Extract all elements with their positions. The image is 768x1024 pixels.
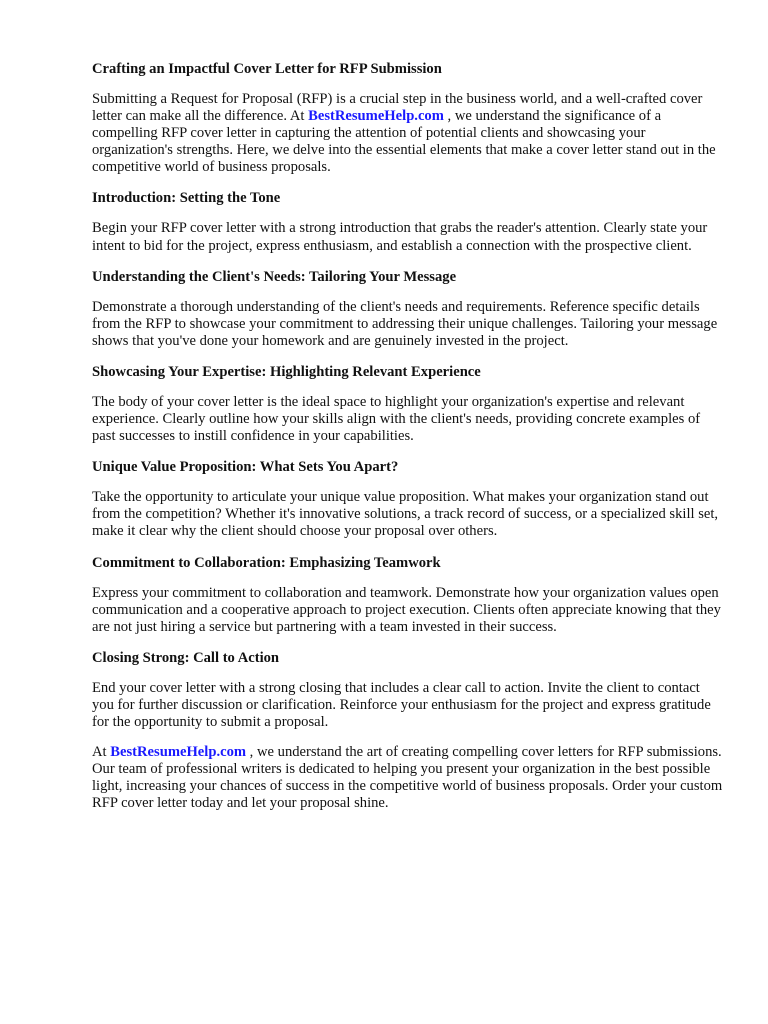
closing-text-after-link: , we understand the art of creating compelling cover letters for RFP submissions. Our team of professional writers is dedicated to helping you present your organization in the best possible light, increasing your chances of success in the competitive world of business proposals. Order your custom RFP cover letter today and let your proposal shine. (92, 744, 723, 812)
intro-text-before-link: Submitting a Request for Proposal (RFP) is a crucial step in the business world, and a well-crafted cover letter can make all the difference. At (92, 91, 703, 125)
bestresumehelp-link[interactable]: BestResumeHelp.com (308, 108, 444, 125)
closing-paragraph (92, 744, 724, 812)
document-title: Crafting an Impactful Cover Letter for RFP Submission (92, 61, 442, 77)
intro-paragraph (92, 91, 724, 176)
section-body-client-needs: Demonstrate a thorough understanding of the client's needs and requirements. Reference specific details from the RFP to showcase your commitment to addressing their unique challenges. Tailoring your message shows that you've done your homework and are genuinely invested in the project. (92, 298, 718, 349)
section-body-expertise: The body of your cover letter is the ideal space to highlight your organization's expertise and relevant experience. Clearly outline how your skills align with the client's needs, providing concrete examples of past successes to instill confidence in your capabilities. (92, 393, 701, 445)
intro-text-after-link: , we understand the significance of a compelling RFP cover letter in capturing the attention of potential clients and showcasing your organization's strengths. Here, we delve into the essential elements that make a cover letter stand out in the competitive world of business proposals. (92, 108, 716, 176)
document-page (92, 60, 724, 825)
bestresumehelp-link-closing[interactable]: BestResumeHelp.com (110, 744, 247, 761)
section-body-collaboration: Express your commitment to collaboration and teamwork. Demonstrate how your organization values open communication and a cooperative approach to project execution. Clients often appreciate knowing that they are not just hiring a service but partnering with a team invested in their success. (92, 584, 721, 635)
section-body-closing: End your cover letter with a strong closing that includes a clear call to action. Invite the client to contact you for further discussion or clarification. Reinforce your enthusiasm for the project and express gratitude for the opportunity to submit a proposal. (92, 679, 711, 730)
section-heading-collaboration: Commitment to Collaboration: Emphasizing Teamwork (92, 554, 441, 571)
closing-text-before-link: At (92, 744, 111, 761)
section-heading-value-proposition: Unique Value Proposition: What Sets You Apart? (92, 459, 399, 476)
section-body-value-proposition: Take the opportunity to articulate your unique value proposition. What makes your organization stand out from the competition? Whether it's innovative solutions, a track record of success, or a specialized skill set, make it clear why the client should choose your proposal over others. (92, 489, 719, 540)
section-body-introduction: Begin your RFP cover letter with a strong introduction that grabs the reader's attention. Clearly state your intent to bid for the project, express enthusiasm, and establish a connection with the prospective client. (92, 220, 708, 254)
section-heading-closing: Closing Strong: Call to Action (92, 649, 280, 666)
section-heading-expertise: Showcasing Your Expertise: Highlighting Relevant Experience (92, 363, 481, 380)
section-heading-client-needs: Understanding the Client's Needs: Tailoring Your Message (92, 268, 457, 285)
section-heading-introduction: Introduction: Setting the Tone (92, 190, 281, 207)
